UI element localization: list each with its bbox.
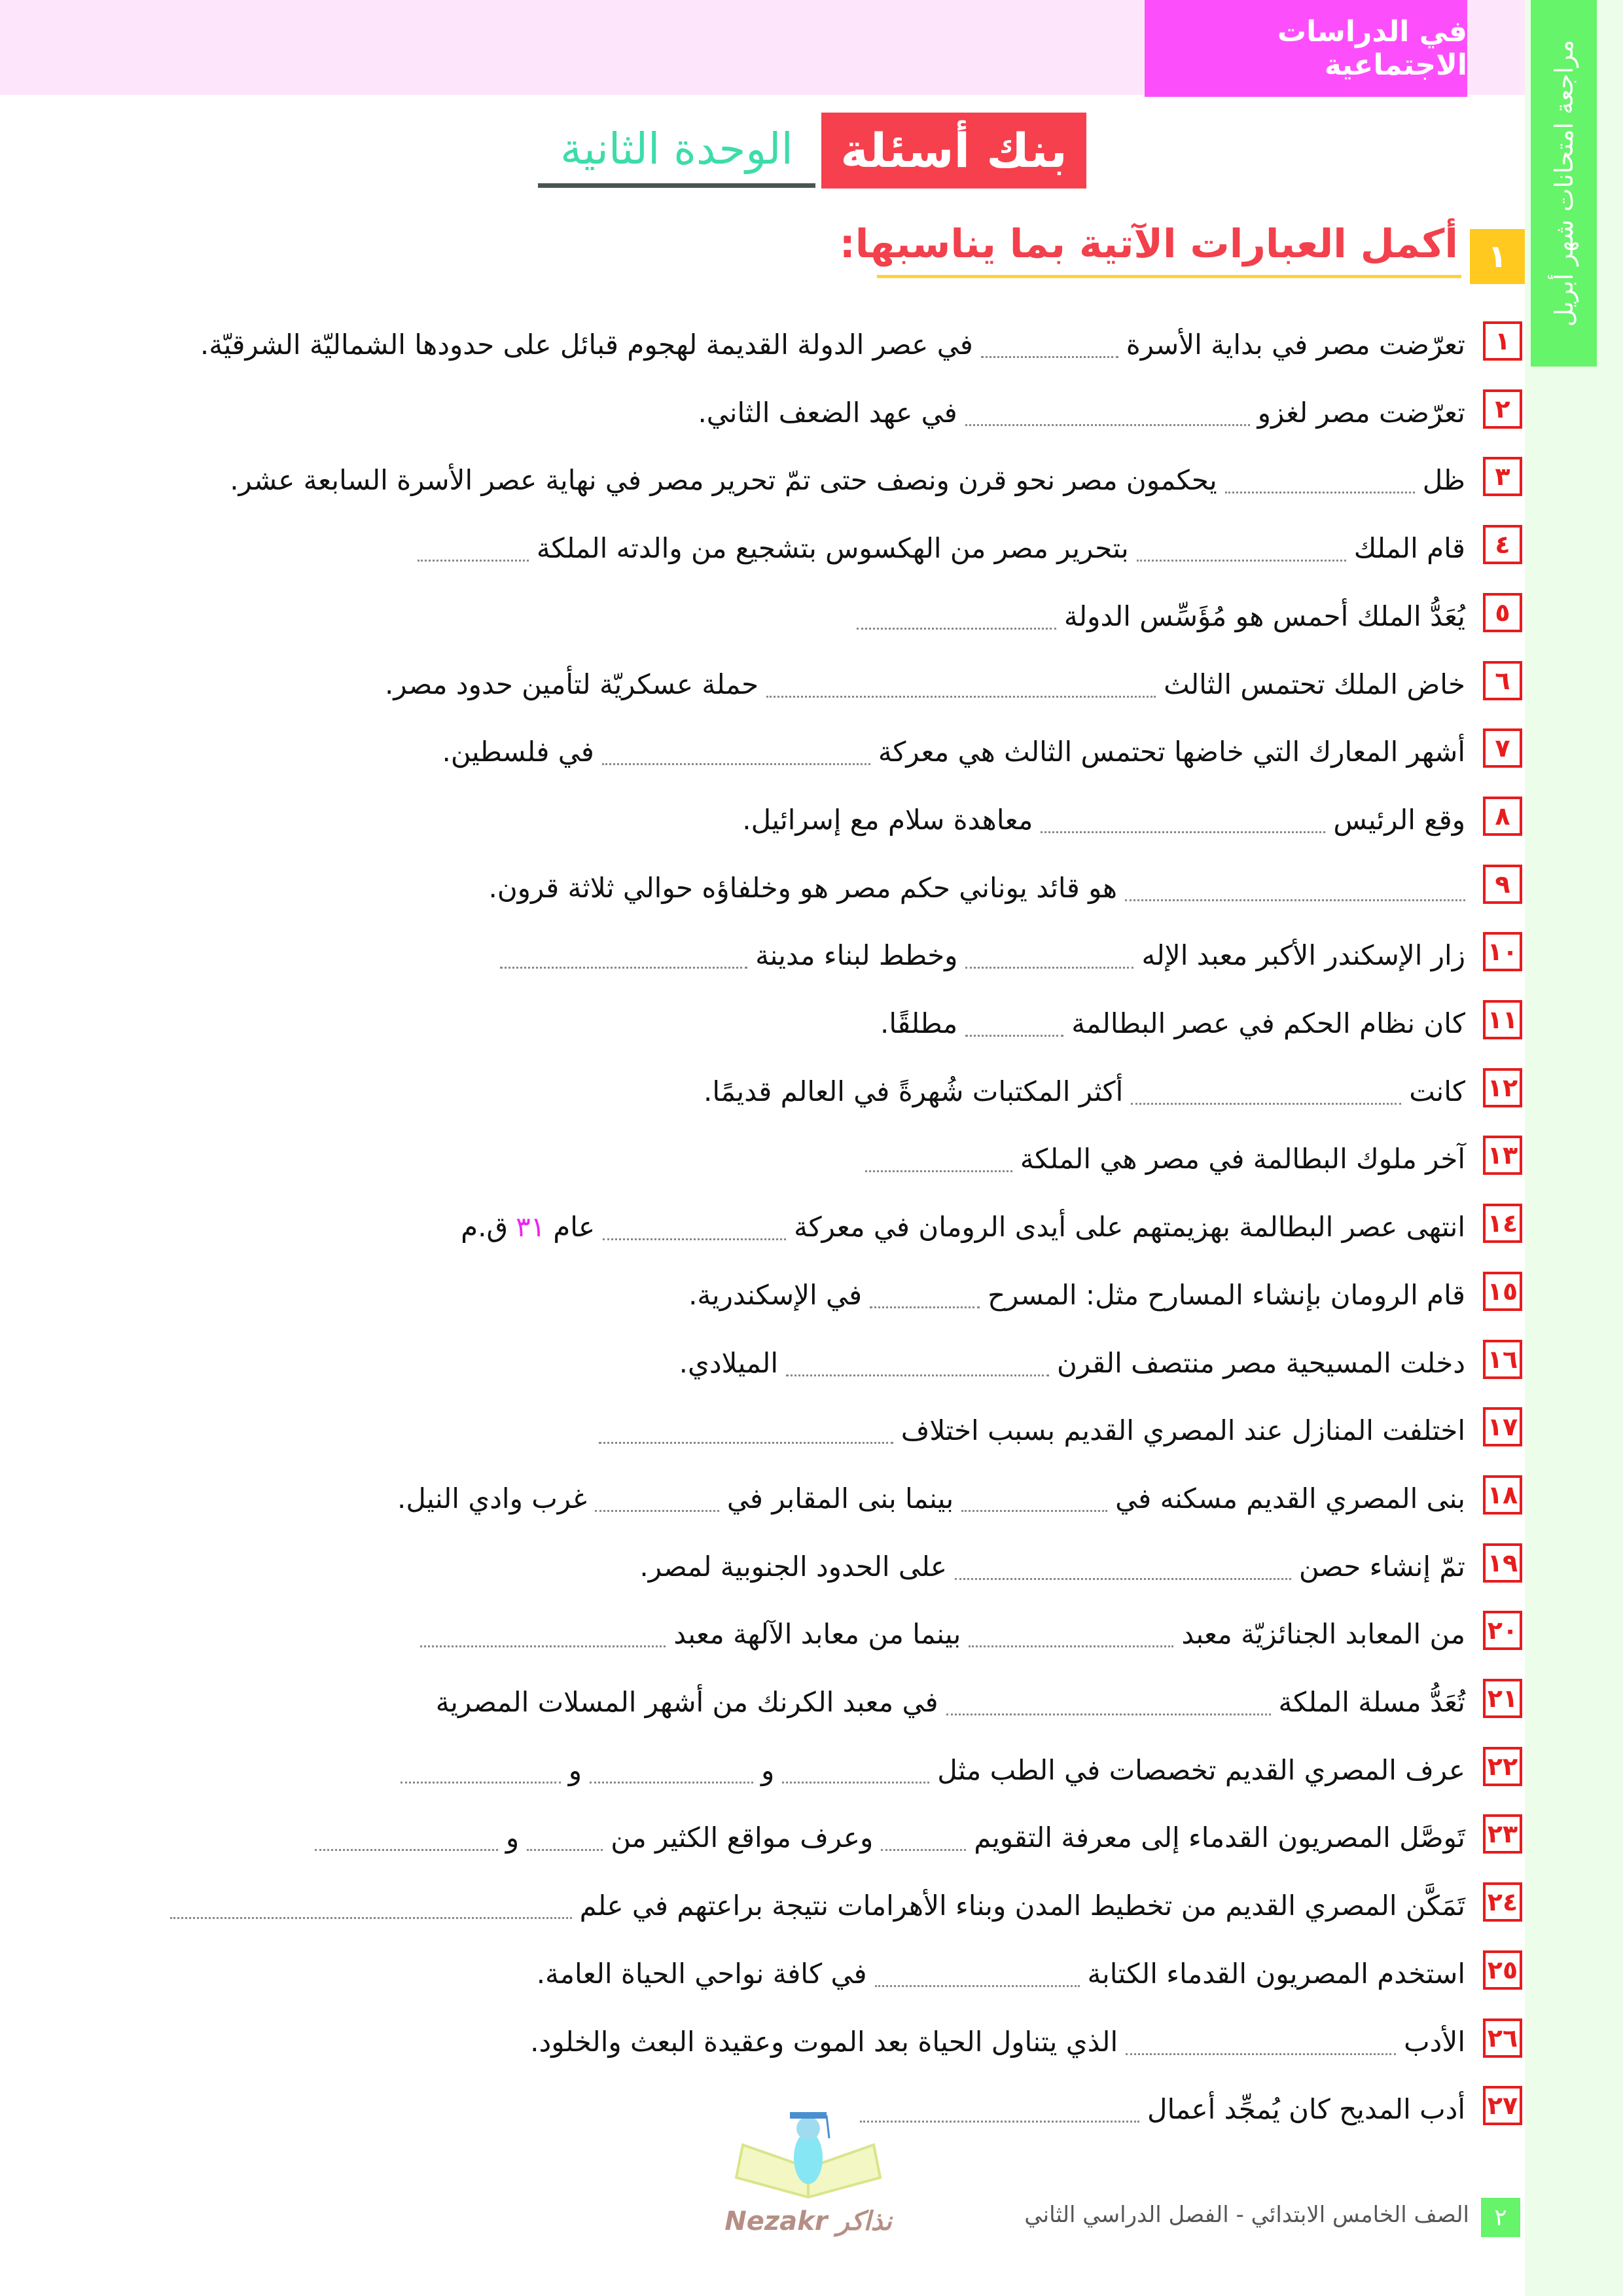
- logo-text: Nezakr نذاكر: [724, 2206, 892, 2236]
- question-text-segment: معاهدة سلام مع إسرائيل.: [742, 803, 1033, 836]
- question-number: ٢٠: [1483, 1611, 1522, 1650]
- question-text-segment: و: [505, 1821, 520, 1854]
- question-text-segment: في عصر الدولة القديمة لهجوم قبائل على حدودها الشماليّة الشرقيّة.: [200, 329, 973, 361]
- answer-blank[interactable]: [965, 424, 1250, 426]
- answer-blank[interactable]: [595, 1510, 719, 1512]
- question-text-segment: الذي يتناول الحياة بعد الموت وعقيدة البعث والخلود.: [530, 2025, 1118, 2058]
- answer-blank[interactable]: [401, 1782, 561, 1784]
- question-number: ١٥: [1483, 1272, 1522, 1311]
- question-text-segment: أشهر المعارك التي خاضها تحتمس الثالث هي معركة: [878, 736, 1465, 768]
- question-text-segment: أكثر المكتبات شُهرةً في العالم قديمًا.: [704, 1075, 1124, 1107]
- question-item: [0, 1405, 1623, 1450]
- question-text-segment: تَوصَّل المصريون القدماء إلى معرفة التقويم: [974, 1821, 1465, 1854]
- answer-blank[interactable]: [955, 1578, 1291, 1580]
- answer-blank[interactable]: [981, 356, 1118, 358]
- answer-blank[interactable]: [965, 967, 1133, 969]
- question-item: [0, 1473, 1623, 1518]
- question-text-segment: دخلت المسيحية مصر منتصف القرن: [1057, 1346, 1465, 1379]
- page-number: ٢: [1481, 2198, 1520, 2237]
- question-number: ١٢: [1483, 1068, 1522, 1107]
- question-item: [0, 726, 1623, 772]
- question-number: ٢٢: [1483, 1747, 1522, 1786]
- question-text: [484, 862, 1469, 908]
- question-number: ١: [1483, 321, 1522, 361]
- question-text: [595, 1405, 1469, 1450]
- question-item: [0, 997, 1623, 1043]
- answer-blank[interactable]: [527, 1849, 603, 1851]
- question-text-segment: الأدب: [1404, 2025, 1465, 2058]
- question-number: ٢٧: [1483, 2086, 1522, 2125]
- answer-blank[interactable]: [603, 1238, 786, 1240]
- question-text: [311, 1812, 1469, 1857]
- answer-blank[interactable]: [782, 1782, 929, 1784]
- question-number: ٣: [1483, 457, 1522, 496]
- question-number: ٢٣: [1483, 1814, 1522, 1854]
- question-text: [675, 1337, 1469, 1383]
- answer-blank[interactable]: [786, 1374, 1049, 1376]
- question-number: ٢٥: [1483, 1950, 1522, 1990]
- question-text-segment: و: [761, 1753, 775, 1786]
- question-text-segment: انتهى عصر البطالمة بهزيمتهم على أيدى الرومان في معركة: [794, 1211, 1465, 1244]
- question-text: [381, 658, 1469, 704]
- nezakr-logo: [717, 2106, 900, 2236]
- question-text: [226, 454, 1469, 500]
- side-tab: [1531, 0, 1597, 367]
- question-text-segment: في عهد الضعف الثاني.: [698, 396, 957, 429]
- answer-blank[interactable]: [599, 1442, 893, 1444]
- question-text-segment: و: [568, 1753, 582, 1786]
- question-text-segment: وعرف مواقع الكثير من: [611, 1821, 874, 1854]
- question-item: [0, 590, 1623, 636]
- question-number: ٥: [1483, 593, 1522, 632]
- question-item: [0, 1066, 1623, 1111]
- question-text-segment: استخدم المصريون القدماء الكتابة: [1087, 1957, 1465, 1990]
- question-text-segment: زار الإسكندر الأكبر معبد الإله: [1141, 939, 1465, 972]
- question-text-segment: حملة عسكريّة لتأمين حدود مصر.: [385, 668, 759, 700]
- question-item: [0, 1541, 1623, 1587]
- answer-blank[interactable]: [881, 1849, 966, 1851]
- question-text-segment: الميلادي.: [679, 1346, 779, 1379]
- question-text-segment: غرب وادي النيل.: [397, 1482, 587, 1515]
- answer-blank[interactable]: [961, 1510, 1107, 1512]
- question-text: [393, 1473, 1469, 1518]
- answer-blank[interactable]: [965, 1035, 1063, 1037]
- question-item: [0, 522, 1623, 568]
- question-number: ١٨: [1483, 1475, 1522, 1515]
- question-text: [438, 726, 1470, 772]
- question-item: [0, 862, 1623, 908]
- question-text: [166, 1880, 1469, 1926]
- question-number: ١١: [1483, 1000, 1522, 1039]
- question-item: [0, 929, 1623, 975]
- question-text-segment: اختلفت المنازل عند المصري القديم بسبب اختلاف: [901, 1414, 1465, 1447]
- question-text-segment: تعرّضت مصر في بداية الأسرة: [1126, 329, 1465, 361]
- banner-title: بنك أسئلة: [821, 113, 1086, 188]
- question-text-segment: في كافة نواحي الحياة العامة.: [536, 1957, 867, 1990]
- question-text: [196, 319, 1469, 365]
- section-underline: [877, 275, 1461, 278]
- question-item: [0, 1608, 1623, 1654]
- question-text-segment: تُعَدُّ مسلة الملكة: [1278, 1686, 1465, 1718]
- question-text: [526, 2016, 1469, 2062]
- question-text: [635, 1541, 1469, 1587]
- question-text-segment: قام الملك: [1353, 532, 1465, 565]
- answer-blank[interactable]: [418, 560, 529, 562]
- question-text-segment: في معبد الكرنك من أشهر المسلات المصرية: [435, 1686, 938, 1718]
- question-text-segment: بينما بنى المقابر في: [726, 1482, 954, 1515]
- question-text-segment: كانت: [1409, 1075, 1465, 1107]
- year-number: ٣١: [516, 1211, 546, 1244]
- side-tab-label: مراجعة امتحانات شهر أبريل: [1549, 39, 1578, 327]
- banner-underline: [538, 183, 815, 188]
- question-text-segment: يحكمون مصر نحو قرن ونصف حتى تمّ تحرير مصر في نهاية عصر الأسرة السابعة عشر.: [230, 464, 1217, 497]
- answer-blank[interactable]: [865, 1170, 1012, 1172]
- answer-blank[interactable]: [315, 1849, 498, 1851]
- question-text: [496, 929, 1469, 975]
- answer-blank[interactable]: [857, 628, 1056, 630]
- question-item: [0, 1676, 1623, 1722]
- question-item: [0, 1201, 1623, 1247]
- question-text-segment: كان نظام الحكم في عصر البطالمة: [1071, 1007, 1465, 1039]
- question-text-segment: على الحدود الجنوبية لمصر.: [639, 1550, 947, 1583]
- question-text: [416, 1608, 1469, 1654]
- question-text-segment: يُعَدُّ الملك أحمس هو مُؤَسِّس الدولة: [1063, 600, 1465, 632]
- book-graduate-icon: [717, 2106, 900, 2204]
- question-text-segment: بتحرير مصر من الهكسوس بتشجيع من والدته الملكة: [536, 532, 1129, 565]
- question-number: ١٠: [1483, 932, 1522, 971]
- question-number: ٨: [1483, 797, 1522, 836]
- answer-blank[interactable]: [766, 696, 1156, 698]
- question-text-segment: تَمَكَّن المصري القديم من تخطيط المدن وبناء الأهرامات نتيجة براعتهم في علم: [579, 1890, 1465, 1922]
- question-text-segment: تعرّضت مصر لغزو: [1257, 396, 1465, 429]
- question-text-segment: أدب المديح كان يُمجِّد أعمال: [1147, 2093, 1465, 2126]
- question-text-segment: آخر ملوك البطالمة في مصر هي الملكة: [1020, 1143, 1465, 1175]
- answer-blank[interactable]: [420, 1645, 666, 1647]
- question-number: ١٧: [1483, 1407, 1522, 1446]
- question-text: [700, 1066, 1469, 1111]
- question-text-segment: تمّ إنشاء حصن: [1298, 1550, 1465, 1583]
- question-item: [0, 1337, 1623, 1383]
- answer-blank[interactable]: [870, 1306, 980, 1308]
- question-text: [457, 1201, 1469, 1247]
- question-item: [0, 1880, 1623, 1926]
- question-item: [0, 1269, 1623, 1315]
- answer-blank[interactable]: [946, 1713, 1271, 1715]
- question-text-segment: في فلسطين.: [442, 736, 594, 768]
- question-item: [0, 319, 1623, 365]
- question-text: [853, 590, 1469, 636]
- question-number: ١٤: [1483, 1204, 1522, 1243]
- question-text-segment: مطلقًا.: [880, 1007, 958, 1039]
- answer-blank[interactable]: [500, 967, 747, 969]
- answer-blank[interactable]: [969, 1645, 1173, 1647]
- question-text-segment: خاض الملك تحتمس الثالث: [1164, 668, 1465, 700]
- question-text-segment: قام الرومان بإنشاء المسارح مثل: المسرح: [988, 1278, 1465, 1311]
- answer-blank[interactable]: [1126, 2053, 1396, 2055]
- question-text: [856, 2083, 1469, 2129]
- question-text-segment: بينما من معابد الآلهة معبد: [673, 1618, 961, 1651]
- question-text-segment: عرف المصري القديم تخصصات في الطب مثل: [937, 1753, 1465, 1786]
- question-number: ١٩: [1483, 1543, 1522, 1583]
- question-number: ٢٤: [1483, 1882, 1522, 1922]
- question-text: [414, 522, 1469, 568]
- question-item: [0, 794, 1623, 840]
- question-item: [0, 454, 1623, 500]
- answer-blank[interactable]: [1041, 831, 1325, 833]
- question-text-segment: هو قائد يوناني حكم مصر هو وخلفاؤه حوالي ثلاثة قرون.: [488, 871, 1117, 904]
- section-number: ١: [1470, 229, 1525, 284]
- question-text: [738, 794, 1469, 840]
- question-text-segment: وقع الرئيس: [1333, 803, 1465, 836]
- answer-blank[interactable]: [590, 1782, 753, 1784]
- answer-blank[interactable]: [602, 763, 870, 765]
- question-number: ١٦: [1483, 1340, 1522, 1379]
- question-item: [0, 2016, 1623, 2062]
- question-text-segment: وخطط لبناء مدينة: [755, 939, 958, 972]
- banner-unit: الوحدة الثانية: [560, 123, 793, 174]
- question-text: [876, 997, 1469, 1043]
- question-text: [685, 1269, 1469, 1315]
- footer-grade-label: الصف الخامس الابتدائي - الفصل الدراسي الثاني: [1024, 2202, 1469, 2228]
- question-item: [0, 1744, 1623, 1790]
- question-text-segment: من المعابد الجنائزيّة معبد: [1181, 1618, 1465, 1651]
- answer-blank[interactable]: [875, 1985, 1080, 1987]
- answer-blank[interactable]: [1131, 1103, 1401, 1105]
- question-number: ٢: [1483, 389, 1522, 429]
- question-item: [0, 387, 1623, 433]
- question-number: ٩: [1483, 865, 1522, 904]
- question-text: [432, 1676, 1469, 1722]
- question-text: [397, 1744, 1469, 1790]
- question-item: [0, 1948, 1623, 1994]
- answer-blank[interactable]: [1137, 560, 1346, 562]
- question-text-segment: بنى المصري القديم مسكنه في: [1115, 1482, 1465, 1515]
- question-item: [0, 658, 1623, 704]
- answer-blank[interactable]: [1125, 899, 1465, 901]
- answer-blank[interactable]: [1225, 492, 1415, 493]
- question-number: ٤: [1483, 525, 1522, 564]
- question-text: [694, 387, 1469, 433]
- answer-blank[interactable]: [860, 2121, 1139, 2123]
- question-text-segment: ظل: [1422, 464, 1465, 497]
- section-title: أكمل العبارات الآتية بما يناسبها:: [839, 221, 1458, 267]
- question-item: [0, 1812, 1623, 1857]
- question-text: [861, 1133, 1469, 1179]
- question-number: ٢٦: [1483, 2018, 1522, 2058]
- question-number: ٢١: [1483, 1679, 1522, 1718]
- question-item: [0, 1133, 1623, 1179]
- question-text: [533, 1948, 1469, 1994]
- question-text-segment: في الإسكندرية.: [688, 1278, 863, 1311]
- question-number: ٦: [1483, 661, 1522, 700]
- question-text-segment: عام: [553, 1211, 596, 1244]
- question-number: ٧: [1483, 728, 1522, 768]
- subject-label: في الدراسات الاجتماعية: [1145, 0, 1467, 97]
- answer-blank[interactable]: [170, 1917, 572, 1919]
- question-number: ١٣: [1483, 1136, 1522, 1175]
- question-text-segment: ق.م: [461, 1211, 508, 1244]
